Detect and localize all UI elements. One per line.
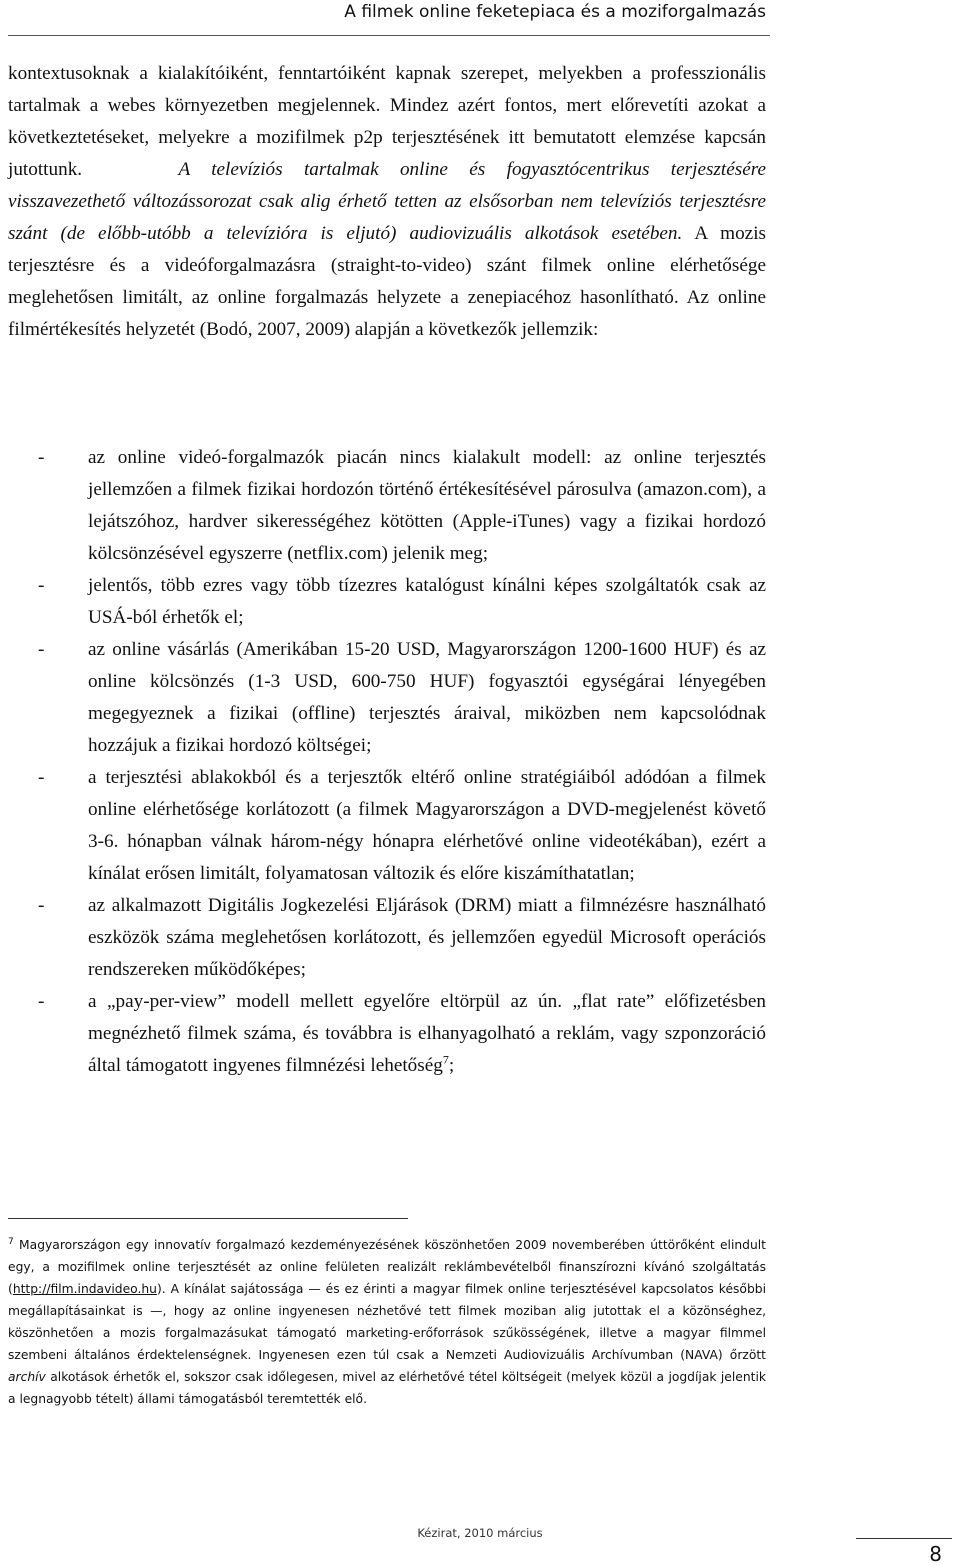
list-item-end: ;: [448, 1055, 455, 1076]
footnote-reference[interactable]: 7: [442, 1052, 449, 1067]
footnote-italic: archív: [8, 1370, 46, 1384]
list-item: [8, 634, 766, 762]
list-item-text: a „pay-per-view” modell mellett egyelőre eltörpül az ún. „flat rate” előfizetésben megnézhető filmek száma, és továbbra is elhanyagolható a reklám, vagy szponzoráció által támogatott ingyenes filmnézési lehetőség: [88, 991, 766, 1076]
footnote-link[interactable]: http://film.indavideo.hu: [12, 1282, 157, 1296]
header-rule: [8, 35, 770, 36]
paragraph-italic-text: A televíziós tartalmak online és fogyasztócentrikus terjesztésére visszavezethető változássorozat csak alig érhető tetten az elsősorban nem televíziós terjesztésre szánt (de előbb-utóbb a televízióra is eljutó) audiovizuális alkotások esetében.: [8, 159, 766, 244]
footnote-separator: [8, 1218, 408, 1219]
list-item-text: az alkalmazott Digitális Jogkezelési Eljárások (DRM) miatt a filmnézésre használható eszközök száma meglehetősen korlátozott, és jellemzően egyedül Microsoft operációs rendszereken működőképes;: [88, 895, 766, 980]
footer-manuscript-date: Kézirat, 2010 március: [417, 1526, 543, 1540]
paragraph-text-2: A mozis terjesztésre és a videóforgalmazásra (straight-to-video) szánt filmek online elérhetősége meglehetősen limitált, az online forgalmazás helyzete a zenepiacéhoz hasonlítható. Az online filmértékesítés helyzetét (Bodó, 2007, 2009) alapján a következők jellemzik:: [8, 223, 766, 340]
list-item-text: a terjesztési ablakokból és a terjesztők eltérő online stratégiáiból adódóan a filmek online elérhetősége korlátozott (a filmek Magyarországon a DVD-megjelenést követő 3-6. hónapban válnak három-négy hónapra elérhetővé online videotékában), ezért a kínálat erősen limitált, folyamatosan változik és előre kiszámíthatatlan;: [88, 767, 766, 884]
footnote-number: 7: [8, 1236, 14, 1247]
main-paragraph: [8, 58, 766, 346]
bullet-dash: -: [38, 575, 45, 596]
footnote-text-1: Magyarországon egy innovatív forgalmazó kezdeményezésének köszönhetően 2009 novemberében úttörőként elindult egy, a mozifilmek online terjesztését az online felületen realizált reklámbevételből finanszírozni kívánó szolgáltatás (: [8, 1238, 766, 1296]
footnote: [8, 1234, 766, 1410]
page-number-rule: [856, 1538, 952, 1539]
footnote-text-2: ). A kínálat sajátossága — és ez érinti a magyar filmek online terjesztésével kapcsolatos későbbi megállapításainkat is —, hogy az online ingyenesen nézhetővé tett filmek moziban alig jutottak el a közönséghez, köszönhetően a mozis forgalmazásukat támogató marketing-erőforrások szűkösségének, illetve a magyar filmmel szembeni általános érdektelenségnek. Ingyenesen ezen túl csak a Nemzeti Audiovizuális Archívumban (NAVA) őrzött: [8, 1282, 766, 1362]
list-item: [8, 442, 766, 570]
bullet-dash: -: [38, 895, 45, 916]
list-item-text: az online videó-forgalmazók piacán nincs kialakult modell: az online terjesztés jellemzően a filmek fizikai hordozón történő értékesítésével párosulva (amazon.com), a lejátszóhoz, hardver sikerességéhez kötötten (Apple-iTunes) vagy a fizikai hordozó kölcsönzésével egyszerre (netflix.com) jelenik meg;: [88, 447, 766, 564]
list-item: [8, 570, 766, 634]
footnote-text-3: alkotások érhetők el, sokszor csak időlegesen, mivel az elérhetővé tétel költségeit (melyek közül a jogdíjak jelentik a legnagyobb tételt) állami támogatásból teremtették elő.: [8, 1370, 766, 1406]
list-item-text: az online vásárlás (Amerikában 15-20 USD, Magyarországon 1200-1600 HUF) és az online kölcsönzés (1-3 USD, 600-750 HUF) fogyasztói egységárai lényegében megegyeznek a fizikai (offline) terjesztés áraival, miközben nem kapcsolódnak hozzájuk a fizikai hordozó költségei;: [88, 639, 766, 756]
list-item: [8, 890, 766, 986]
list-item-text: jelentős, több ezres vagy több tízezres katalógust kínálni képes szolgáltatók csak az USÁ-ból érhetők el;: [88, 575, 766, 628]
list-item: [8, 986, 766, 1082]
bullet-list: [8, 442, 766, 1082]
page-number: 8: [929, 1542, 942, 1566]
bullet-dash: -: [38, 767, 45, 788]
running-header: A filmek online feketepiaca és a moziforgalmazás: [344, 2, 766, 22]
list-item: [8, 762, 766, 890]
bullet-dash: -: [38, 639, 45, 660]
bullet-dash: -: [38, 447, 45, 468]
bullet-dash: -: [38, 991, 45, 1012]
paragraph-text-1: kontextusoknak a kialakítóiként, fenntartóiként kapnak szerepet, melyekben a professzionális tartalmak a webes környezetben megjelennek. Mindez azért fontos, mert előrevetíti azokat a következtetéseket, melyekre a mozifilmek p2p terjesztésének itt bemutatott elemzése kapcsán jutottunk.: [8, 63, 766, 180]
